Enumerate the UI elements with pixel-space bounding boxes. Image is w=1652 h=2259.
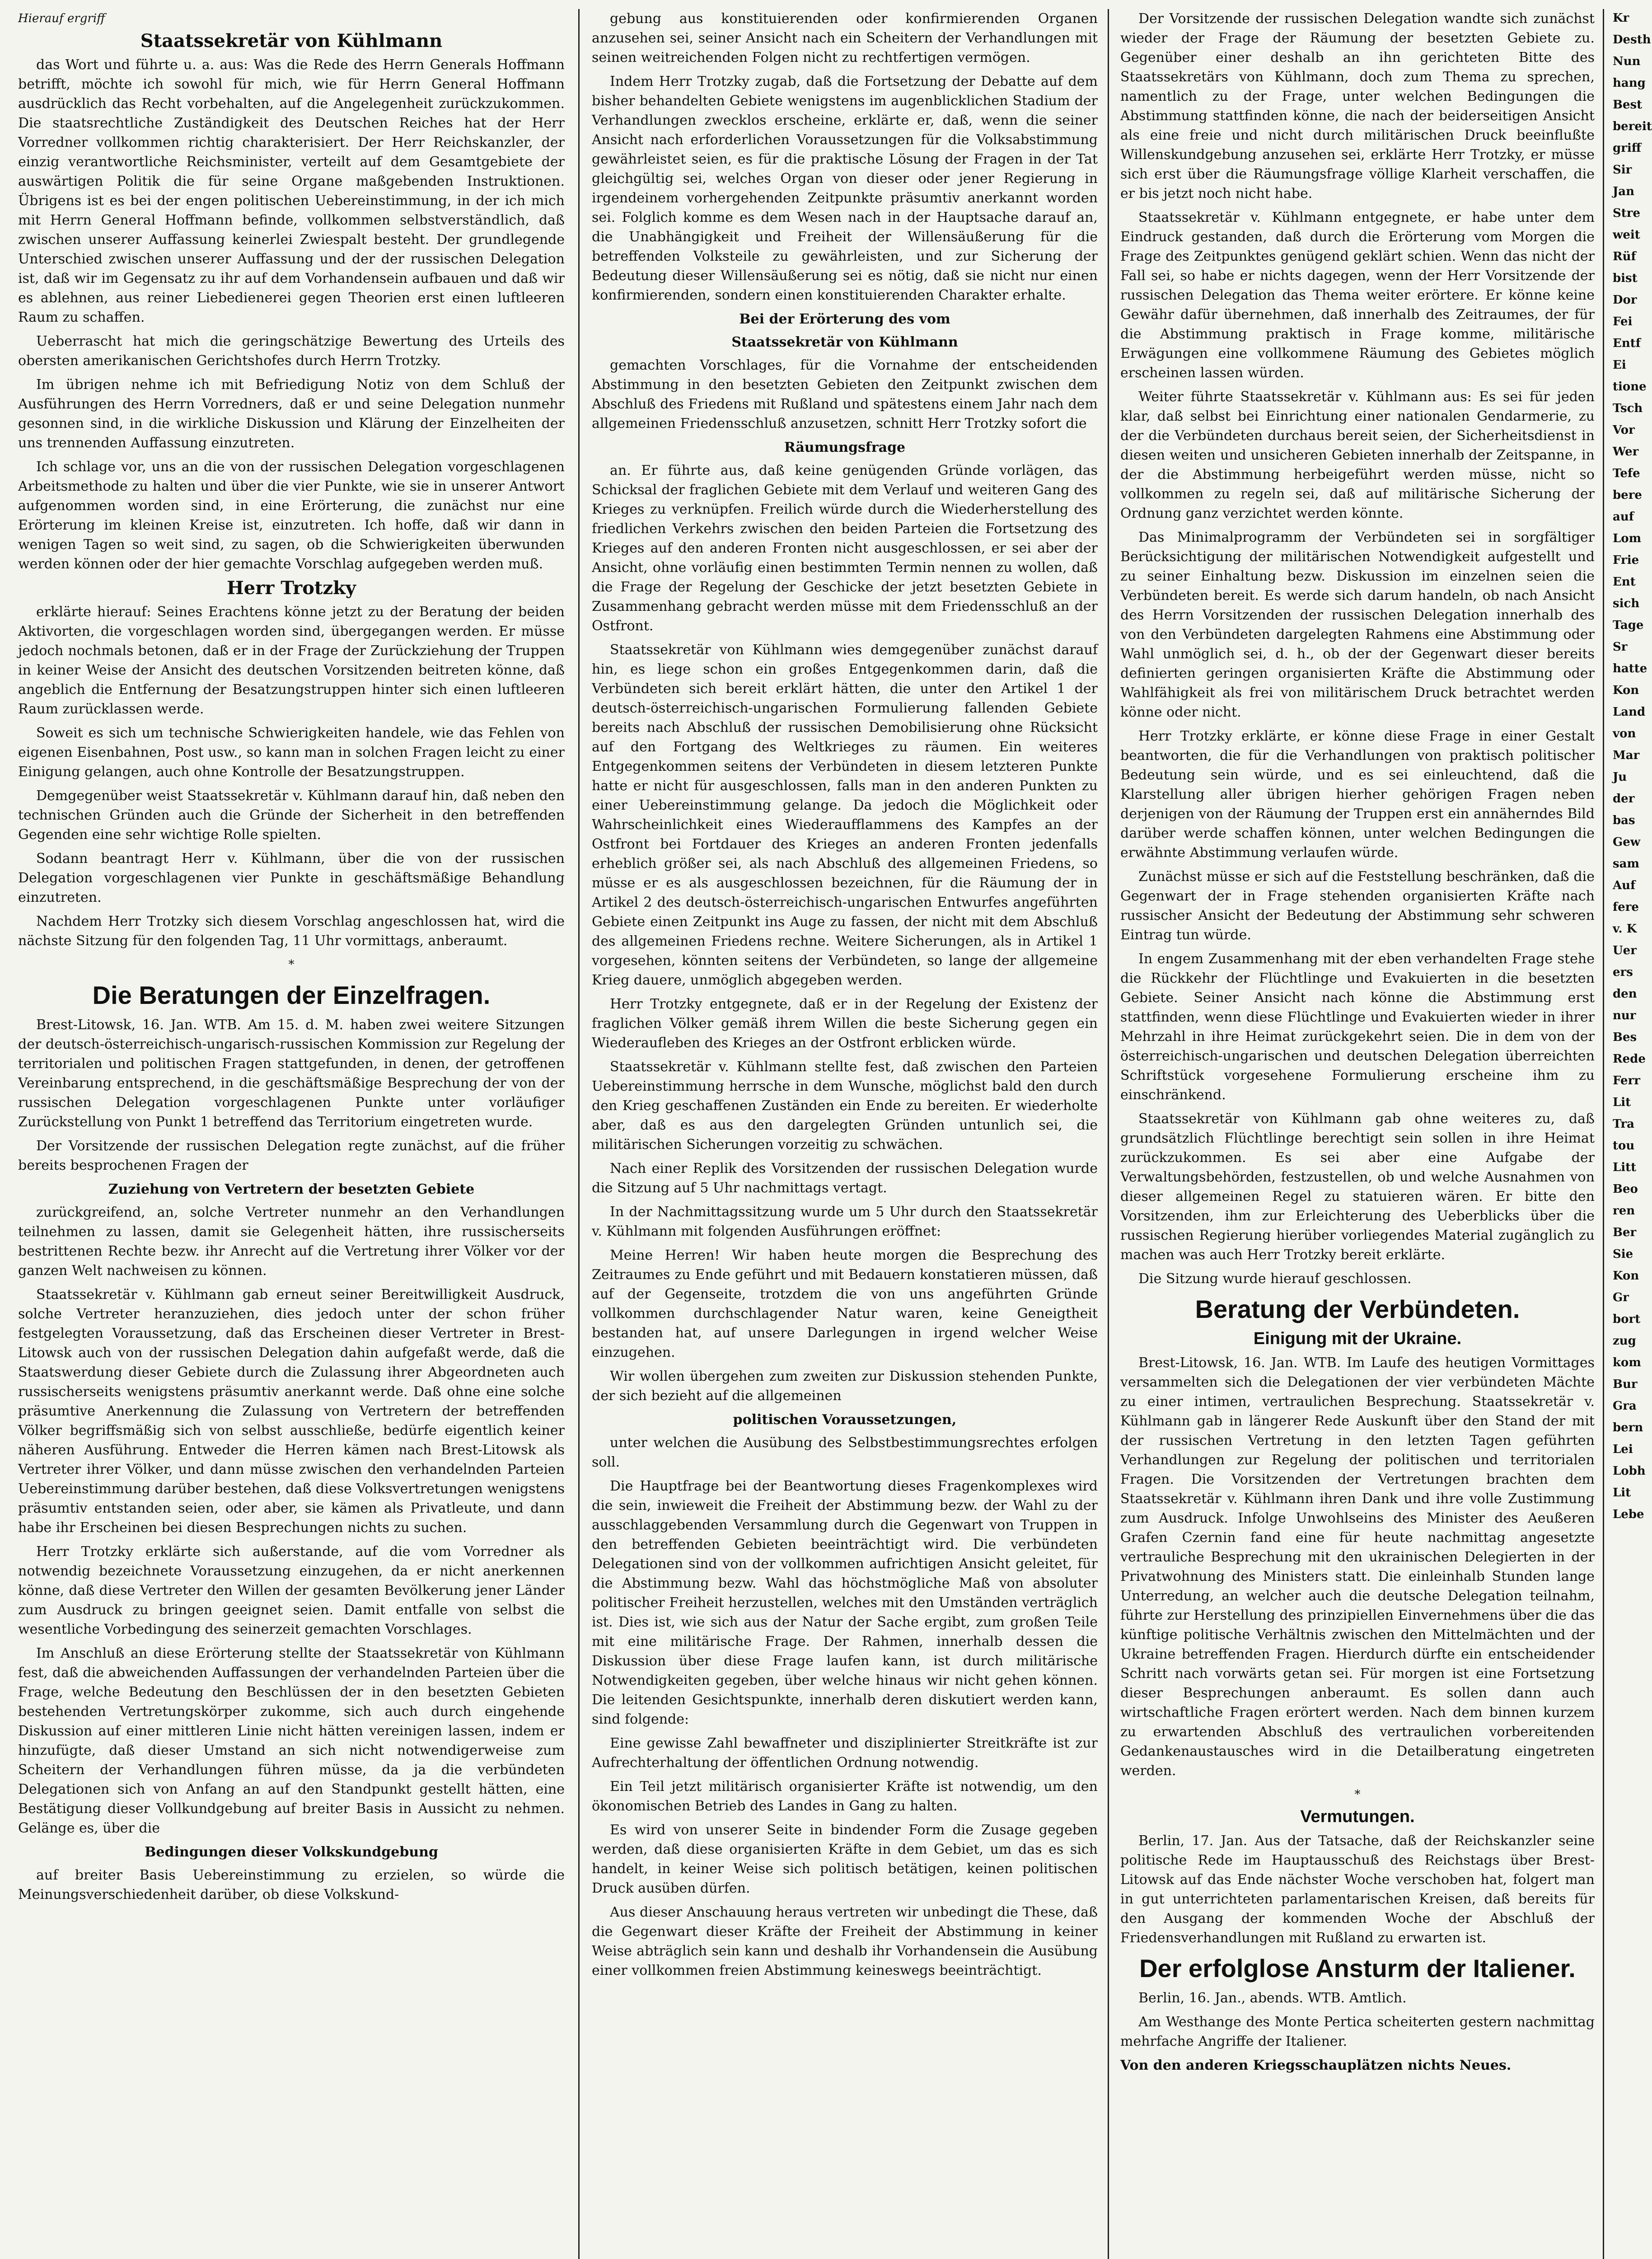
column-rule [578,9,580,2259]
cut-off-text-fragment: ers [1613,965,1633,979]
cut-off-text-fragment: Ent [1613,575,1636,589]
cut-off-text-fragment: Bur [1613,1378,1638,1391]
paragraph: Nachdem Herr Trotzky sich diesem Vorschlag angeschlossen hat, wird die nächste Sitzung für den folgenden Tag, 11 Uhr vormittags, anberaumt. [18,914,565,949]
column-2 [592,9,1098,2259]
cut-off-text-fragment: Lobh [1613,1464,1646,1478]
column-rule [1603,9,1604,2259]
paragraph: In der Nachmittagssitzung wurde um 5 Uhr durch den Staatssekretär v. Kühlmann mit folgenden Ausführungen eröffnet: [592,1204,1098,1239]
cut-off-text-fragment: Jan [1613,185,1635,198]
cut-off-text-fragment: Bes [1613,1031,1637,1044]
paragraph: Im Anschluß an diese Erörterung stellte der Staatssekretär von Kühlmann fest, daß die abweichenden Auffassungen der verhandelnden Parteien über die Frage, welche Bedeutung den Beschlüssen der in den besetzten Gebieten bestehenden Vertretungskörper zukomme, sich auch durch eingehende Diskussion auf einer mittleren Linie nicht hätten vereinigen lassen, indem er hinzufügte, daß dieser Umstand an sich nicht notwendigerweise zum Scheitern der Verhandlungen führen müsse, da ja die verbündeten Delegationen sich von Anfang an auf den Standpunkt gestellt hätten, eine Bestätigung dieser Vollkundgebung auf breiter Basis in Aussicht zu nehmen. Gelänge es, über die [18,1645,565,1836]
centered-subheading: politischen Voraussetzungen, [733,1412,957,1428]
cut-off-text-fragment: Tage [1613,619,1644,632]
cut-off-text-fragment: von [1613,727,1636,741]
paragraph: unter welchen die Ausübung des Selbstbestimmungsrechtes erfolgen soll. [592,1435,1098,1470]
paragraph: auf breiter Basis Uebereinstimmung zu erzielen, so würde die Meinungsverschiedenheit darüber, ob diese Volkskund- [18,1867,565,1903]
cut-off-text-fragment: auf [1613,510,1634,524]
kicker: Hierauf ergriff [18,12,105,25]
speaker-heading: Staatssekretär von Kühlmann [140,30,443,52]
cut-off-text-fragment: fere [1613,900,1639,914]
cut-off-text-fragment: hatte [1613,662,1647,675]
cut-off-text-fragment: zug [1613,1334,1636,1348]
cut-off-text-fragment: weit [1613,228,1640,242]
article-subheadline: Vermutungen. [1300,1807,1415,1826]
cut-off-text-fragment: tou [1613,1139,1635,1153]
paragraph: Meine Herren! Wir haben heute morgen die Besprechung des Zeitraumes zu Ende geführt und mit Bedauern konstatieren müssen, daß auf der Gegenseite, trotzdem die von uns angeführten Gründe vollkommen durchschlagender Natur waren, keine Geneigtheit bestanden hat, auf unsere Darlegungen in irgend welcher Weise einzugehen. [592,1247,1098,1360]
cut-off-text-fragment: der [1613,792,1635,806]
cut-off-text-fragment: den [1613,987,1637,1001]
speaker-heading: Herr Trotzky [226,577,356,599]
cut-off-text-fragment: Lom [1613,532,1642,545]
section-divider: * [288,958,295,971]
paragraph: Sodann beantragt Herr v. Kühlmann, über die von der russischen Delegation vorgeschlagenen vier Punkte in geschäftsmäßige Behandlung einzutreten. [18,851,565,905]
paragraph: Staatssekretär von Kühlmann gab ohne weiteres zu, daß grundsätzlich Flüchtlinge berechtigt sein sollen in ihre Heimat zurückzukommen. Es sei aber eine Aufgabe der Verwaltungsbehörden, festzustellen, ob und welche Ausnahmen von dieser allgemeinen Regel zu statuieren wären. Er bitte den Vorsitzenden, ihm zur Erleichterung des Ueberblicks über die russischen Regierung hierüber vorliegendes Material zugänglich zu machen was auch Herr Trotzky bereit erklärte. [1120,1111,1595,1263]
cut-off-text-fragment: Litt [1613,1161,1637,1174]
paragraph: Die Hauptfrage bei der Beantwortung dieses Fragenkomplexes wird die sein, inwieweit die Freiheit der Abstimmung bezw. der Wahl zu der ausschlaggebenden Versammlung durch die Gegenwart von Truppen in den betreffenden Gebieten beeinträchtigt wird. Die verbündeten Delegationen sind von der vollkommen aufrichtigen Ansicht geleitet, für die Abstimmung bezw. Wahl das höchstmögliche Maß von absoluter politischer Freiheit herzustellen, welches mit den Umständen verträglich ist. Dies ist, wie sich aus der Natur der Sache ergibt, zum großen Teile mit eine militärische Frage. Der Rahmen, innerhalb dessen die Diskussion über diese Frage laufen kann, ist durch militärische Notwendigkeiten gegeben, über welche hinaus wir nicht gehen können. Die leitenden Gesichtspunkte, innerhalb deren diskutiert werden kann, sind folgende: [592,1478,1098,1727]
paragraph: Das Minimalprogramm der Verbündeten sei in sorgfältiger Berücksichtigung der militärischen Notwendigkeit aufgestellt und zu seiner Einhaltung bezw. Diskussion im einzelnen seien die Verbündeten bereit. Es werde sich darum handeln, ob nach Ansicht des Herrn Vorsitzenden der russischen Delegation innerhalb des von den Verbündeten dargelegten Rahmens eine Abstimmung oder Wahl unmöglich sei, d. h., ob der der Gegenwart dieser bereits definierten geringen organisierten Kräfte die Abstimmung oder Wahlfähigkeit als frei von militärischem Druck betrachtet werden könne oder nicht. [1120,530,1595,720]
paragraph: Berlin, 17. Jan. Aus der Tatsache, daß der Reichskanzler seine politische Rede im Hauptausschuß des Reichstags über Brest-Litowsk auf das Ende nächster Woche verschoben hat, folgert man in gut unterrichteten parlamentarischen Kreisen, daß bereits für den Ausgang der kommenden Woche der Abschluß der Friedensverhandlungen mit Rußland zu erwarten ist. [1120,1833,1595,1946]
article-headline: Beratung der Verbündeten. [1195,1295,1520,1323]
cut-off-text-fragment: Best [1613,98,1643,112]
article-headline: Der erfolglose Ansturm der Italiener. [1139,1954,1576,1982]
cut-off-text-fragment: Uer [1613,944,1637,957]
cut-off-text-fragment: Ei [1613,358,1626,372]
cut-off-text-fragment: Tefe [1613,467,1640,480]
paragraph: Der Vorsitzende der russischen Delegation wandte sich zunächst wieder der Frage der Räumung der besetzten Gebiete zu. Gegenüber einer deshalb an ihn gerichteten Bitte des Staatssekretärs von Kühlmann, doch zum Thema zu sprechen, namentlich zu der Frage, unter welchen Bedingungen die Abstimmung stattfinden könne, die nach der beiderseitigen Ansicht als eine freie und nicht durch militärischen Druck beeinflußte Willenskundgebung anzusehen sei, erklärte Herr Trotzky, er müsse sich erst über die Räumungsfrage völlige Klarheit verschaffen, die er bis jetzt noch nicht habe. [1120,11,1595,202]
cut-off-text-fragment: Land [1613,705,1646,719]
cut-off-text-fragment: Gra [1613,1399,1637,1413]
paragraph: Staatssekretär v. Kühlmann stellte fest, daß zwischen den Parteien Uebereinstimmung herrsche in dem Wunsche, möglichst bald den durch den Krieg geschaffenen Zuständen ein Ende zu bereiten. Er wiederholte aber, daß es aus den dargelegten Gründen untunlich sei, die militärischen Sicherungen vorzeitig zu schwächen. [592,1059,1098,1153]
paragraph: Weiter führte Staatssekretär v. Kühlmann aus: Es sei für jeden klar, daß selbst bei Einrichtung einer nationalen Gendarmerie, zu der die Verbündeten durchaus bereit seien, der Sicherheitsdienst in diesen weiten und unsicheren Gebieten innerhalb der Zeitspanne, in der die Abstimmung herbeigeführt werden müsse, nicht so vollkommen zu regeln sei, daß auf militärische Sicherung der Ordnung ganz verzichtet werden könnte. [1120,389,1595,521]
cut-off-text-fragment: Desth [1613,33,1651,47]
cut-off-text-fragment: Kon [1613,1269,1639,1283]
cut-off-text-fragment: Mar [1613,749,1640,762]
cut-off-text-fragment: Fei [1613,315,1633,328]
cut-off-text-fragment: nur [1613,1009,1636,1022]
article-headline: Die Beratungen der Einzelfragen. [92,981,491,1009]
paragraph: zurückgreifend, an, solche Vertreter nunmehr an den Verhandlungen teilnehmen zu lassen, damit sie Gelegenheit hätten, ihre russischerseits bestrittenen Rechte bezw. ihr Anrecht auf die Vertretung ihrer Völker vor der ganzen Welt nachweisen zu können. [18,1204,565,1279]
cut-off-text-fragment: Ber [1613,1226,1637,1239]
cut-off-text-fragment: Dor [1613,293,1637,307]
paragraph: Am Westhange des Monte Pertica scheiterten gestern nachmittag mehrfache Angriffe der Italiener. [1120,2014,1595,2049]
cut-off-text-fragment: ren [1613,1204,1635,1218]
paragraph: Im übrigen nehme ich mit Befriedigung Notiz von dem Schluß der Ausführungen des Herrn Vorredners, daß er und seine Delegation nunmehr gesonnen sind, in die wirkliche Diskussion und Klärung der Einzelheiten der uns trennenden Auffassung einzutreten. [18,377,565,451]
cut-off-text-fragment: Sr [1613,640,1628,654]
column-rule [1108,9,1109,2259]
cut-off-text-fragment: Wer [1613,445,1639,459]
cut-off-text-fragment: bereit [1613,120,1652,133]
cut-off-text-fragment: Rede [1613,1052,1646,1066]
centered-subheading: Zuziehung von Vertretern der besetzten Gebiete [108,1181,475,1197]
paragraph: Die Sitzung wurde hierauf geschlossen. [1138,1271,1412,1287]
paragraph: Herr Trotzky entgegnete, daß er in der Regelung der Existenz der fraglichen Völker gemäß ihrem Willen die beste Sicherung gegen ein Wiederaufleben des Krieges an der Ostfront erblicken würde. [592,996,1098,1051]
paragraph: Eine gewisse Zahl bewaffneter und disziplinierter Streitkräfte ist zur Aufrechterhaltung der öffentlichen Ordnung notwendig. [592,1735,1098,1771]
cut-off-text-fragment: Auf [1613,879,1636,892]
cut-off-text-fragment: kom [1613,1356,1641,1369]
cut-off-text-fragment: bern [1613,1421,1643,1434]
paragraph: In engem Zusammenhang mit der eben verhandelten Frage stehe die Rückkehr der Flüchtlinge und Evakuierten in die besetzten Gebiete. Seiner Ansicht nach könne die Abstimmung erst stattfinden, wenn diese Flüchtlinge und Evakuierten wieder in ihrer Mehrzahl in ihre Heimat zurückgekehrt seien. Die in dem von der österreichisch-ungarischen und deutschen Delegation überreichten Schriftstück vorgesehene Formulierung erscheine ihm zu einschränkend. [1120,951,1595,1103]
cut-off-text-fragment: Kon [1613,684,1639,697]
paragraph: Ueberrascht hat mich die geringschätzige Bewertung des Urteils des obersten amerikanischen Gerichtshofes durch Herrn Trotzky. [18,333,565,369]
cut-off-text-fragment: hang [1613,76,1646,90]
cut-off-text-fragment: bist [1613,272,1638,285]
paragraph: Ein Teil jetzt militärisch organisierter Kräfte ist notwendig, um den ökonomischen Betrieb des Landes in Gang zu halten. [592,1779,1098,1814]
cut-off-text-fragment: sam [1613,857,1639,871]
paragraph: Nach einer Replik des Vorsitzenden der russischen Delegation wurde die Sitzung auf 5 Uhr nachmittags vertagt. [592,1161,1098,1196]
cut-off-text-fragment: Entf [1613,337,1641,350]
paragraph: Der Vorsitzende der russischen Delegation regte zunächst, auf die früher bereits besprochenen Fragen der [18,1138,565,1173]
paragraph: erklärte hierauf: Seines Erachtens könne jetzt zu der Beratung der beiden Aktivorten, die vorgeschlagen worden sind, übergegangen werden. Er müsse jedoch nochmals betonen, daß er in der Frage der Zurückziehung der Truppen in keiner Weise der Ansicht des deutschen Vorsitzenden beitreten könne, daß angeblich die Entfernung der Besatzungstruppen hinter sich einen luftleeren Raum zurücklassen werde. [18,604,565,717]
cut-off-text-fragment: Gr [1613,1291,1629,1304]
paragraph: das Wort und führte u. a. aus: Was die Rede des Herrn Generals Hoffmann betrifft, möchte ich sowohl für mich, wie für Herrn General Hoffmann ausdrücklich das Recht vorbehalten, auf die Angelegenheit zurückzukommen. Die staatsrechtliche Zuständigkeit des Deutschen Reiches hat der Herr Vorredner vollkommen richtig charakterisiert. Der Herr Reichskanzler, der einzig verantwortliche Reichsminister, verteilt auf dem Gesamtgebiete der auswärtigen Politik die für seine Organe maßgebenden Instruktionen. Übrigens ist es bei der engen politischen Uebereinstimmung, in der ich mich mit Herrn General Hoffmann befinde, vollkommen selbstverständlich, daß zwischen unserer Auffassung keinerlei Zwiespalt besteht. Der grundlegende Unterschied zwischen unserer Auffassung und der der russischen Delegation ist, daß wir im Gegensatz zu ihr auf dem Vorhandensein aufbauen und daß wir es ablehnen, aus reiner Liebedienerei gegen Theorien erst einen luftleeren Raum zu schaffen. [18,57,565,325]
paragraph: gemachten Vorschlages, für die Vornahme der entscheidenden Abstimmung in den besetzten Gebieten den Zeitpunkt zwischen dem Abschluß des Friedens mit Rußland und spätestens einem Jahr nach dem allgemeinen Friedensschluß anzusetzen, schnitt Herr Trotzky sofort die [592,357,1098,431]
paragraph: Brest-Litowsk, 16. Jan. WTB. Am 15. d. M. haben zwei weitere Sitzungen der deutsch-österreichisch-ungarisch-russischen Kommission zur Regelung der territorialen und politischen Fragen stattgefunden, in denen, der getroffenen Vereinbarung entsprechend, in die geschäftsmäßige Besprechung der von der russischen Delegation vorgeschlagenen Punkte unter vorläufiger Zurückstellung von Punkt 1 betreffend das Territorium eingetreten wurde. [18,1017,565,1130]
cut-off-text-fragment: Stre [1613,206,1641,220]
paragraph: Es wird von unserer Seite in bindender Form die Zusage gegeben werden, daß diese organisierten Kräfte in dem Gebiet, um das es sich handelt, in keiner Weise sich politisch betätigen, keinen politischen Druck ausüben dürfen. [592,1822,1098,1896]
cut-off-text-fragment: Ferr [1613,1074,1640,1087]
cut-off-text-fragment: bere [1613,488,1642,502]
cut-off-text-fragment: Nun [1613,55,1641,68]
cut-off-text-fragment: Frie [1613,553,1639,567]
cut-off-text-fragment: Tsch [1613,402,1643,415]
paragraph: Staatssekretär v. Kühlmann gab erneut seiner Bereitwilligkeit Ausdruck, solche Vertreter heranzuziehen, dies jedoch unter der schon früher festgelegten Voraussetzung, daß das Erscheinen dieser Vertreter in Brest-Litowsk auch von der russischen Delegation dahin aufgefaßt werde, daß die Staatswerdung dieser Gebiete durch die Zulassung ihrer Abgeordneten auch russischerseits wenigstens präsumtiv anerkannt werde. Daß ohne eine solche präsumtive Anerkennung die Zulassung von Vertretern der betreffenden Völker begriffsmäßig sich von selbst ausschließe, bedürfe eigentlich keiner näheren Ausführung. Entweder die Herren kämen nach Brest-Litowsk als Vertreter ihrer Völker, und dann müsse zwischen den verhandelnden Parteien Uebereinstimmung darüber bestehen, daß diese Volksvertretungen wenigstens präsumtiv entstanden seien, oder aber, sie kämen als Privatleute, und dann habe ihr Erscheinen bei diesen Besprechungen nichts zu suchen. [18,1287,565,1536]
section-divider: * [1354,1788,1361,1801]
cut-off-text-fragment: Lei [1613,1443,1633,1456]
paragraph: Demgegenüber weist Staatssekretär v. Kühlmann darauf hin, daß neben den technischen Gründen auch die Gründe der Sicherheit in den betreffenden Gegenden eine sehr wichtige Rolle spielten. [18,788,565,843]
newspaper-page [18,9,1652,2259]
paragraph: Staatssekretär von Kühlmann wies demgegenüber zunächst darauf hin, es liege schon ein großes Entgegenkommen darin, daß die Verbündeten sich bereit erklärt hätten, die unter den Artikel 1 der deutsch-österreichisch-ungarischen Formulierung fallenden Gebiete bereits nach Abschluß der russischen Demobilisierung ohne Rücksicht auf den Fortgang des Weltkrieges zu räumen. Ein weiteres Entgegenkommen seitens der Verbündeten in diesem letzteren Punkte hatte er nicht für ausgeschlossen, falls man in den anderen Punkten zu einer Uebereinstimmung gelange. Da jedoch die Möglichkeit oder Wahrscheinlichkeit eines Wiederaufflammens des Kampfes an der Ostfront bei Fortdauer des Krieges an anderen Fronten jedenfalls erheblich größer sei, als nach Abschluß des allgemeinen Friedens, so müsse er es als ausgeschlossen bezeichnen, für die Räumung der in Artikel 2 des deutsch-österreichisch-ungarischen Entwurfes angeführten Gebiete einen Zeitpunkt ins Auge zu fassen, der nicht mit dem Abschluß des allgemeinen Friedens rechne. Weitere Sicherungen, als in Artikel 1 vorgesehen, könnten seitens der Verbündeten, so lange der allgemeine Krieg dauere, unmöglich abgegeben werden. [592,642,1098,988]
paragraph: Herr Trotzky erklärte, er könne diese Frage in einer Gestalt beantworten, die für die Verhandlungen von praktisch politischer Bedeutung sein würde, und es sei einleuchtend, daß die Klarstellung aller übrigen hierher gehörigen Fragen neben derjenigen von der Räumung der Truppen erst ein annäherndes Bild darüber werde schaffen können, unter welchen Bedingungen die erwähnte Abstimmung verlaufen würde. [1120,728,1595,861]
cut-off-text-fragment: bas [1613,814,1635,827]
cut-off-text-fragment: Lit [1613,1486,1631,1500]
cut-off-text-fragment: Tra [1613,1117,1635,1131]
paragraph: Soweit es sich um technische Schwierigkeiten handele, wie das Fehlen von eigenen Eisenbahnen, Post usw., so kann man in solchen Fragen leicht zu einer Einigung gelangen, auch ohne Kontrolle der Besatzungstruppen. [18,725,565,780]
column-4-fragment [1613,9,1652,2259]
paragraph: Zunächst müsse er sich auf die Feststellung beschränken, daß die Gegenwart der in Frage stehenden organisierten Kräfte nach russischer Ansicht der Bedeutung der Abstimmung sehr schweren Eintrag tun würde. [1120,869,1595,943]
paragraph: Brest-Litowsk, 16. Jan. WTB. Im Laufe des heutigen Vormittages versammelten sich die Delegationen der vier verbündeten Mächte zu einer intimen, vertraulichen Besprechung. Staatssekretär v. Kühlmann gab in längerer Rede Auskunft über den Stand der mit der russischen Vertretung in den letzten Tagen geführten Verhandlungen zur Regelung der politischen und territorialen Fragen. Die Vorsitzenden der Vertretungen brachten dem Staatssekretär v. Kühlmann ihren Dank und ihre volle Zustimmung zum Ausdruck. Infolge Unwohlseins des Minister des Aeußeren Grafen Czernin fand eine für heute nachmittag angesetzte vertrauliche Besprechung mit den ukrainischen Delegierten in der Privatwohnung des Ministers statt. Die einleinhalb Stunden lange Unterredung, an welcher auch die deutsche Delegation teilnahm, führte zur Herstellung des prinzipiellen Einvernehmens über die das künftige politische Verhältnis zwischen den Mittelmächten und der Ukraine betreffenden Fragen. Hierdurch dürfte ein entscheidender Schritt nach vorwärts getan sei. Für morgen ist eine Fortsetzung dieser Besprechungen anberaumt. Es sollen dann auch wirtschaftliche Fragen erörtert werden. Nach dem binnen kurzem zu erwartenden Abschluß des vertraulichen vorbereitenden Gedankenaustausches wird in die Detailberatung eingetreten werden. [1120,1355,1595,1779]
cut-off-text-fragment: Vor [1613,423,1635,437]
paragraph: Berlin, 16. Jan., abends. WTB. Amtlich. [1138,1990,1407,2006]
paragraph: Wir wollen übergehen zum zweiten zur Diskussion stehenden Punkte, der sich bezieht auf die allgemeinen [592,1369,1098,1404]
column-1 [18,9,565,2259]
cut-off-text-fragment: bort [1613,1312,1641,1326]
paragraph: Herr Trotzky erklärte sich außerstande, auf die vom Vorredner als notwendig bezeichnete Voraussetzung einzugehen, da er nicht anerkennen könne, daß diese Vertreter den Willen der gesamten Bevölkerung jener Länder zum Ausdruck zu bringen geeignet seien. Damit entfalle von selbst die wesentliche Vorbedingung des seinerzeit gemachten Vorschlages. [18,1544,565,1637]
cut-off-text-fragment: Lebe [1613,1508,1644,1521]
cut-off-text-fragment: v. K [1613,922,1637,936]
paragraph: gebung aus konstituierenden oder konfirmierenden Organen anzusehen sei, seiner Ansicht nach ein Scheitern der Verhandlungen mit seinen weitreichenden Folgen nicht zu rechtfertigen vermögen. [592,11,1098,66]
cut-off-text-fragment: griff [1613,141,1642,155]
cut-off-text-fragment: Ju [1613,770,1627,784]
centered-subheading: Bedingungen dieser Volkskundgebung [145,1844,438,1860]
article-subheadline: Einigung mit der Ukraine. [1253,1329,1462,1348]
cut-off-text-fragment: tione [1613,380,1647,394]
cut-off-text-fragment: sich [1613,597,1640,610]
paragraph: Von den anderen Kriegsschauplätzen nichts Neues. [1120,2057,1512,2073]
cut-off-text-fragment: Lit [1613,1096,1631,1109]
cut-off-text-fragment: Rüf [1613,250,1636,263]
paragraph: an. Er führte aus, daß keine genügenden Gründe vorlägen, das Schicksal der fraglichen Gebiete mit dem Verlauf und weiteren Gang des Krieges zu verknüpfen. Freilich würde durch die Wiederherstellung des friedlichen Verkehrs zwischen den beiden Parteien die Fortsetzung des Krieges auf den anderen Fronten nicht ausgeschlossen, er sei aber der Ansicht, ohne vorläufig einen bestimmten Termin nennen zu wollen, daß die Frage der Regelung der Geschicke der jetzt besetzten Gebiete in Zusammenhang gebracht werden müsse mit dem Friedensschluß an der Ostfront. [592,463,1098,634]
paragraph: Staatssekretär v. Kühlmann entgegnete, er habe unter dem Eindruck gestanden, daß durch die Erörterung vom Morgen die Frage des Zeitpunktes genügend geklärt schien. Wenn das nicht der Fall sei, so habe er nichts dagegen, wenn der Herr Vorsitzende der russischen Delegation das Thema weiter erörtere. Er könne keine Gewähr dafür übernehmen, daß innerhalb des Zeitraumes, der für die Abstimmung praktisch in Frage komme, militärische Erwägungen eine vollkommene Räumung des Gebietes möglich erscheinen lassen würden. [1120,210,1595,381]
column-3 [1120,9,1595,2259]
paragraph: Aus dieser Anschauung heraus vertreten wir unbedingt die These, daß die Gegenwart dieser Kräfte der Freiheit der Abstimmung in keiner Weise abträglich sein kann und deshalb ihr Vorhandensein die Ausübung einer vollkommen freien Abstimmung keineswegs beeinträchtigt. [592,1904,1098,1978]
cut-off-text-fragment: Sir [1613,163,1632,177]
cut-off-text-fragment: Beo [1613,1182,1638,1196]
paragraph: Indem Herr Trotzky zugab, daß die Fortsetzung der Debatte auf dem bisher behandelten Gebiete wenigstens im augenblicklichen Stadium der Verhandlungen zwecklos erscheine, erklärte er, daß, wenn die seiner Ansicht nach erforderlichen Voraussetzungen für die Volksabstimmung gewährleistet seien, es für die praktische Lösung der Fragen in der Tat gleichgültig sei, welches Organ von dieser oder jener Regierung in irgendeinem vorhergehenden Zeitpunkte präsumtiv anerkannt worden sei. Folglich komme es dem Wesen nach in der Hauptsache darauf an, die Unabhängigkeit und Freiheit der Willensäußerung für die betreffenden Volksteile zu gewährleisten, und zur Sicherung der Bedeutung dieser Willensäußerung sei es nötig, daß sie nicht nur einen konfirmierenden, sondern einen konstituierenden Charakter erhalte. [592,74,1098,303]
paragraph: Ich schlage vor, uns an die von der russischen Delegation vorgeschlagenen Arbeitsmethode zu halten und über die vier Punkte, wie sie in unserer Antwort aufgenommen worden sind, in eine Erörterung, die zunächst nur eine Erörterung im kleinen Kreise ist, einzutreten. Ich hoffe, daß wir dann in wenigen Tagen so weit sind, zu sagen, ob die Schwierigkeiten überwunden werden können oder der hier gemachte Vorschlag aufgegeben werden muß. [18,459,565,572]
cut-off-text-fragment: Kr [1613,11,1629,25]
centered-subheading: Bei der Erörterung des vom [739,311,950,327]
cut-off-text-fragment: Gew [1613,835,1641,849]
cut-off-text-fragment: Sie [1613,1247,1633,1261]
centered-subheading: Staatssekretär von Kühlmann [731,334,958,350]
centered-subheading: Räumungsfrage [784,440,906,455]
